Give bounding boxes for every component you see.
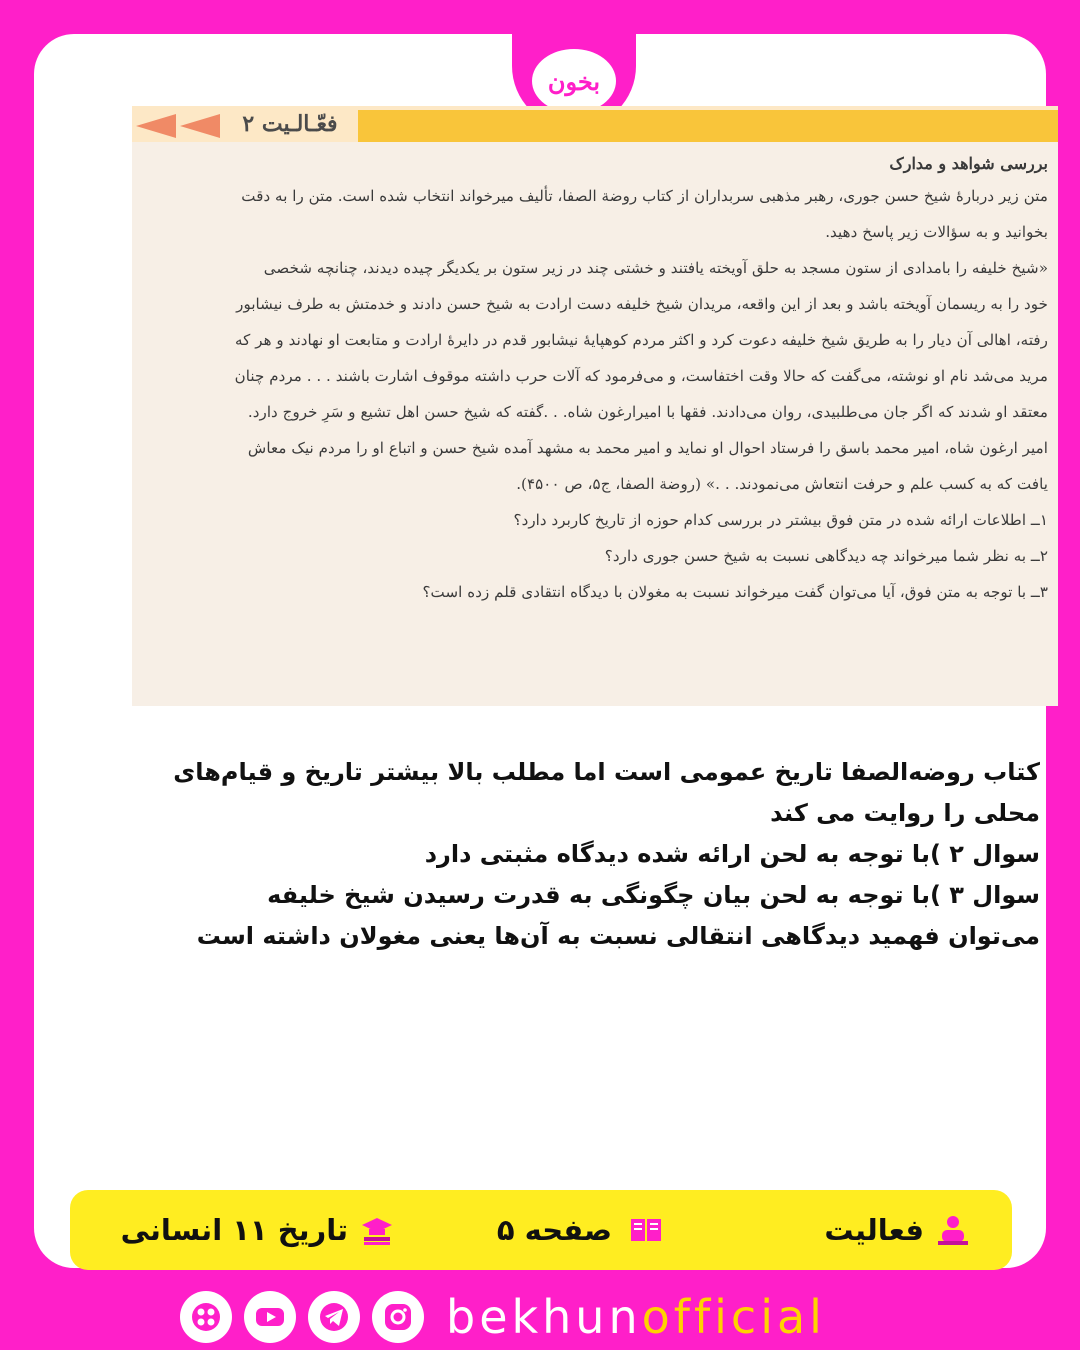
brand-part-official: official [641, 1290, 826, 1344]
graduation-cap-icon [360, 1213, 394, 1247]
footer-subject-label: تاریخ ۱۱ انسانی [120, 1213, 348, 1247]
activity-title: فعّـالـیت ۲ [242, 111, 338, 137]
answer-line: کتاب روضه‌الصفا تاریخ عمومی است اما مطلب بالا بیشتر تاریخ و قیام‌های [173, 758, 1040, 786]
footer-subject [121, 1190, 394, 1270]
question-2: ۲ــ به نظر شما میرخواند چه دیدگاهی نسبت به شیخ حسن جوری دارد؟ [604, 547, 1048, 565]
activity-line: رفته، اهالی آن دیار را به طریق شیخ خلیفه دعوت کرد و اکثر مردم کوهپایهٔ نیشابور قدم در دایرهٔ ارادت و متابعت او نهادند و هر که [235, 331, 1048, 349]
aparat-icon[interactable] [180, 1291, 232, 1343]
activity-line: معتقد او شدند که اگر جان می‌طلبیدی، روان می‌دادند. فقها با امیرارغون شاه. . .گفته که شیخ حسن اهل تشیع و سَرِ خروج دارد. [247, 403, 1048, 421]
activity-header-stripe [358, 110, 1058, 142]
open-book-icon [624, 1213, 668, 1247]
answer-text [90, 752, 1040, 957]
footer-activity-label: فعالیت [824, 1213, 924, 1247]
activity-line: بخوانید و به سؤالات زیر پاسخ دهید. [825, 223, 1048, 241]
footer-info-bar [70, 1190, 1012, 1270]
footer-page [497, 1190, 668, 1270]
activity-line: خود را به ریسمان آویخته باشد و بعد از این واقعه، مریدان شیخ خلیفه دست ارادت به شیخ حسن دادند و خدمتش به طرف نیشابور [236, 295, 1048, 313]
activity-heading: بررسی شواهد و مدارک [889, 154, 1048, 173]
triangle-decoration [180, 114, 220, 138]
activity-line: مرید می‌شد نام او نوشته، می‌گفت که حالا وقت اختفاست، و می‌فرمود که آلات حرب داشته موقوف اشارت باشند . . . مردم چنان [234, 367, 1048, 385]
triangle-decoration [136, 114, 176, 138]
question-1: ۱ــ اطلاعات ارائه شده در متن فوق بیشتر در بررسی کدام حوزه از تاریخ کاربرد دارد؟ [513, 511, 1048, 529]
social-bar [180, 1290, 826, 1344]
content-card [34, 34, 1046, 1268]
brand-handle [446, 1290, 826, 1344]
question-3: ۳ــ با توجه به متن فوق، آیا می‌توان گفت میرخواند نسبت به مغولان با دیدگاه انتقادی قلم زده است؟ [422, 583, 1048, 601]
teacher-icon [936, 1213, 970, 1247]
activity-line: متن زیر دربارهٔ شیخ حسن جوری، رهبر مذهبی سربداران از کتاب روضة الصفا، تألیف میرخواند انتخاب شده است. متن را به دقت [241, 187, 1048, 205]
activity-line: یافت که به کسب علم و حرفت انتعاش می‌نمودند. . .» (روضة الصفا، ج۵، ص ۴۵۰۰). [516, 475, 1048, 493]
answer-line: سوال ۳ )با توجه به لحن بیان چگونگی به قدرت رسیدن شیخ خلیفه [267, 881, 1040, 909]
answer-line: محلی را روایت می کند [770, 799, 1040, 827]
youtube-icon[interactable] [244, 1291, 296, 1343]
brand-part-bekhun: bekhun [446, 1290, 642, 1344]
instagram-icon[interactable] [372, 1291, 424, 1343]
footer-activity [824, 1190, 970, 1270]
activity-header-bar [132, 106, 1058, 142]
footer-page-label: صفحه ۵ [496, 1213, 612, 1247]
bekhun-logo: بخون [532, 49, 616, 113]
answer-line: سوال ۲ )با توجه به لحن ارائه شده دیدگاه مثبتی دارد [424, 840, 1040, 868]
answer-line: می‌توان فهمید دیدگاهی انتقالی نسبت به آن‌ها یعنی مغولان داشته است [196, 922, 1040, 950]
textbook-excerpt [132, 106, 1058, 706]
activity-line: امیر ارغون شاه، امیر محمد باسق را فرستاد احوال او نماید و امیر محمد به مشهد آمده شیخ حسن و اتباع او را مردم نیک معاش [247, 439, 1048, 457]
activity-line: «شیخ خلیفه را بامدادی از ستون مسجد به حلق آویخته یافتند و خشتی چند در زیر ستون بر یکدیگر چیده دیدند، چنانچه شخصی [263, 259, 1048, 277]
telegram-icon[interactable] [308, 1291, 360, 1343]
activity-text [142, 150, 1048, 610]
